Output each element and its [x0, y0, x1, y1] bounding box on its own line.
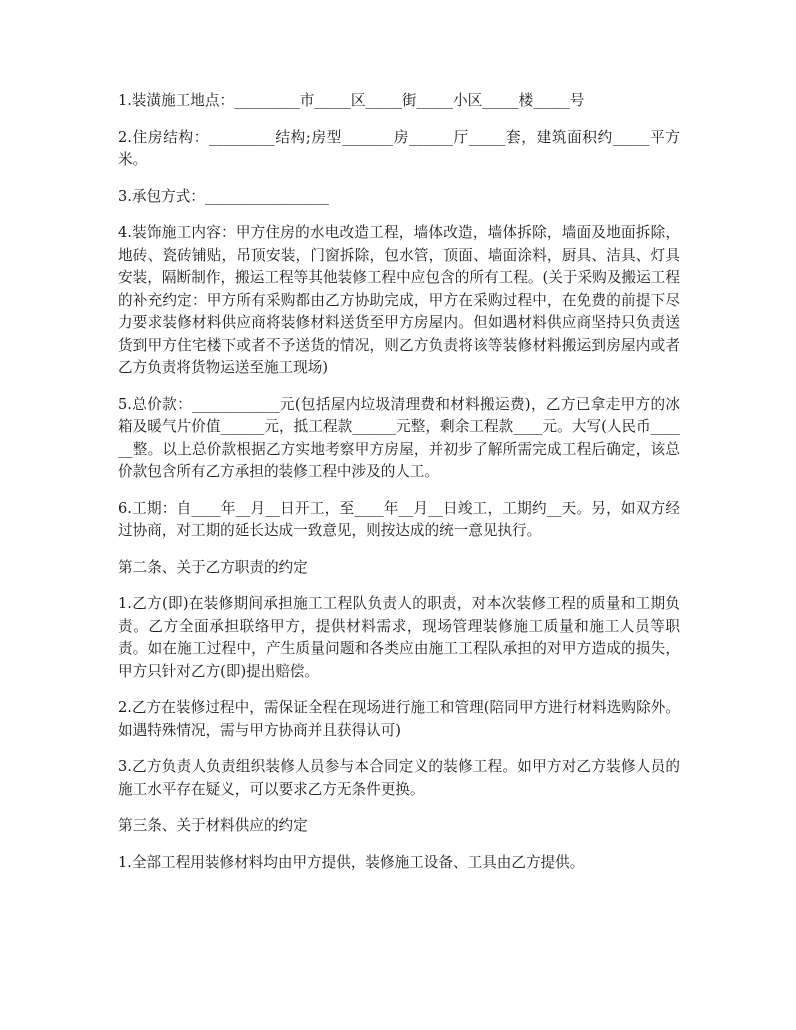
clause-total-price: 5.总价款：____________元(包括屋内垃圾清理费和材料搬运费)，乙方已拿走甲方的冰箱及暖气片价值______元，抵工程款______元整，剩余工程款____元。大写(人民币______整。以上总价款根据乙方实地考察甲方房屋，并初步了解所需完成工程后确定，该总价款包含所有乙方承担的装修工程中涉及的人工。: [118, 395, 680, 480]
clause-housing-structure: 2.住房结构：_________结构;房型_______房______厅_____套，建筑面积约_____平方米。: [118, 128, 680, 168]
duty-clause-1: 1.乙方(即)在装修期间承担施工工程队负责人的职责，对本次装修工程的质量和工期负责。乙方全面承担联络甲方，提供材料需求，现场管理装修施工质量和施工人员等职责。如在施工过程中，产生质量问题和各类应由施工工程队承担的对甲方造成的损失，甲方只针对乙方(即)提出赔偿。: [118, 595, 680, 680]
document-body: [118, 90, 680, 888]
section-heading-party-b-duties: 第二条、关于乙方职责的约定: [118, 558, 308, 576]
clause-site-location: 1.装潢施工地点：_________市_____区_____街_____小区_____楼_____号: [118, 92, 585, 109]
clause-construction-period: 6.工期：自____年__月__日开工，至____年__月__日竣工，工期约__天。另，如双方经过协商，对工期的延长达成一致意见，则按达成的统一意见执行。: [118, 499, 680, 539]
section-heading-material-supply: 第三条、关于材料供应的约定: [118, 817, 308, 834]
clause-contract-method: 3.承包方式：_________________: [118, 187, 329, 205]
clause-work-content: 4.装饰施工内容：甲方住房的水电改造工程，墙体改造，墙体拆除，墙面及地面拆除，地砖、瓷砖铺贴，吊顶安装，门窗拆除，包水管，顶面、墙面涂料，厨具、洁具、灯具安装，隔断制作，搬运工程等其他装修工程中应包含的所有工程。(关于采购及搬运工程的补充约定：甲方所有采购都由乙方协助完成，甲方在采购过程中，在免费的前提下尽力要求装修材料供应商将装修材料送货至甲方房屋内。但如遇材料供应商坚持只负责送货到甲方住宅楼下或者不予送货的情况，则乙方负责将该等装修材料搬运到房屋内或者乙方负责将货物运送至施工现场): [118, 224, 680, 376]
duty-clause-3: 3.乙方负责人负责组织装修人员参与本合同定义的装修工程。如甲方对乙方装修人员的施工水平存在疑义，可以要求乙方无条件更换。: [118, 758, 680, 798]
material-clause-1: 1.全部工程用装修材料均由甲方提供，装修施工设备、工具由乙方提供。: [118, 853, 585, 871]
duty-clause-2: 2.乙方在装修过程中，需保证全程在现场进行施工和管理(陪同甲方进行材料选购除外。如遇特殊情况，需与甲方协商并且获得认可): [118, 699, 680, 739]
